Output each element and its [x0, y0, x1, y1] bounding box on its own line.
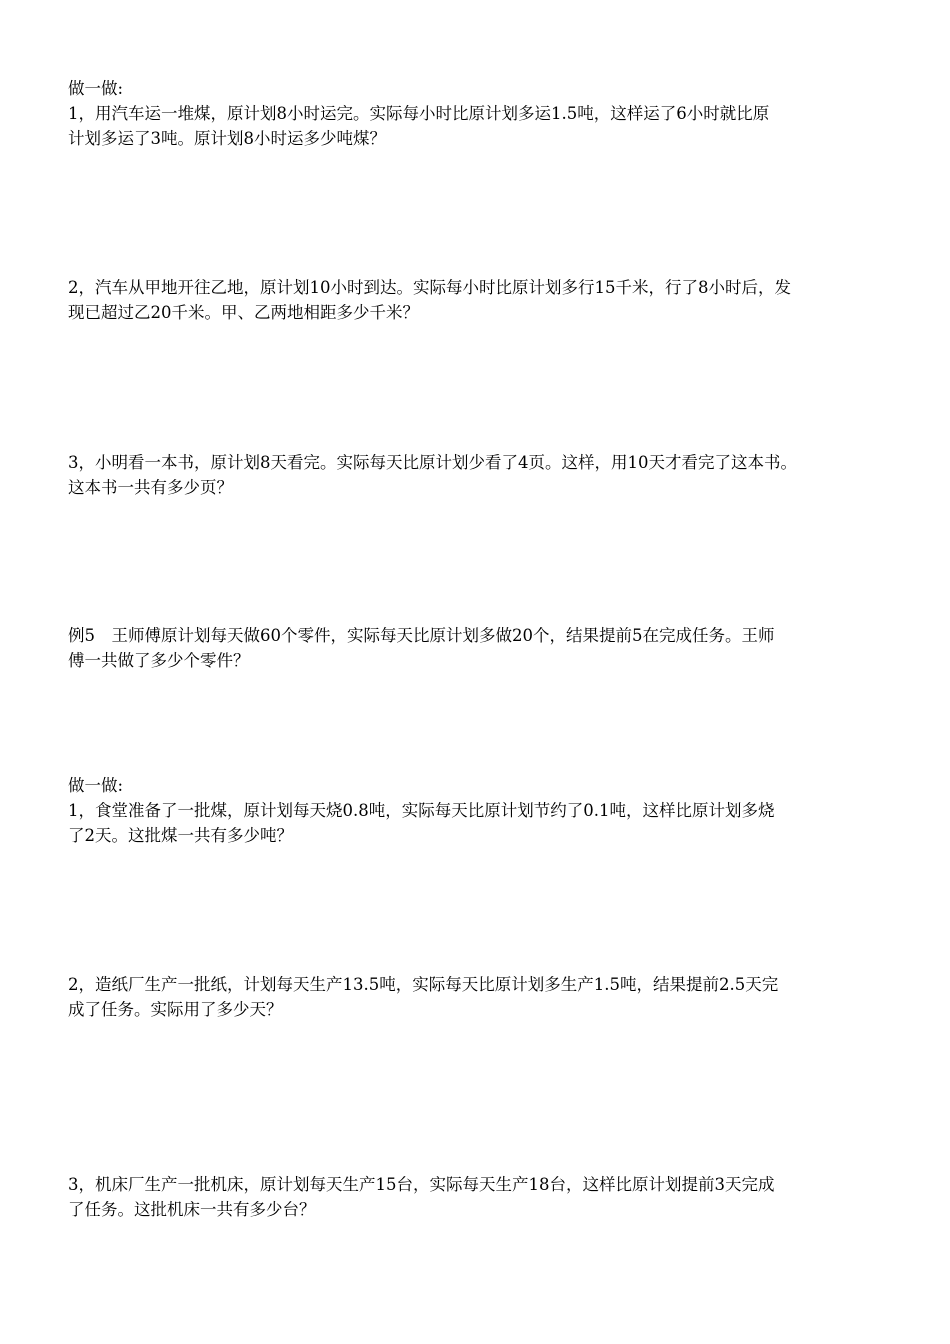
- problem-line: 计划多运了3吨。原计划8小时运多少吨煤？: [68, 129, 386, 148]
- heading-text: 做一做:: [68, 79, 124, 98]
- problem-line: 1，食堂准备了一批煤，原计划每天烧0.8吨，实际每天比原计划节约了0.1吨，这样比原计划多烧: [68, 801, 775, 820]
- problem-line: 了任务。这批机床一共有多少台？: [68, 1200, 316, 1219]
- problem-2-2: [68, 972, 888, 1022]
- example-5: [68, 623, 888, 673]
- example-line: 例5 王师傅原计划每天做60个零件，实际每天比原计划多做20个，结果提前5在完成任务。王师: [68, 626, 775, 645]
- problem-line: 成了任务。实际用了多少天？: [68, 1000, 283, 1019]
- problem-line: 3，机床厂生产一批机床，原计划每天生产15台，实际每天生产18台，这样比原计划提前3天完成: [68, 1175, 775, 1194]
- heading-text: 做一做:: [68, 776, 124, 795]
- problem-1-2: [68, 275, 888, 325]
- problem-1-3: [68, 450, 888, 500]
- example-line: 傅一共做了多少个零件？: [68, 651, 250, 670]
- problem-2-3: [68, 1172, 888, 1222]
- section-2-heading: [68, 773, 888, 798]
- problem-line: 了2天。这批煤一共有多少吨？: [68, 826, 293, 845]
- problem-line: 这本书一共有多少页？: [68, 478, 233, 497]
- problem-line: 1，用汽车运一堆煤，原计划8小时运完。实际每小时比原计划多运1.5吨，这样运了6小时就比原: [68, 104, 770, 123]
- problem-line: 2，造纸厂生产一批纸，计划每天生产13.5吨，实际每天比原计划多生产1.5吨，结果提前2.5天完: [68, 975, 779, 994]
- problem-line: 3，小明看一本书，原计划8天看完。实际每天比原计划少看了4页。这样，用10天才看完了这本书。: [68, 453, 797, 472]
- problem-line: 2，汽车从甲地开往乙地，原计划10小时到达。实际每小时比原计划多行15千米，行了8小时后，发: [68, 278, 791, 297]
- problem-2-1: [68, 798, 888, 848]
- problem-line: 现已超过乙20千米。甲、乙两地相距多少千米？: [68, 303, 419, 322]
- section-1-heading: [68, 76, 888, 101]
- problem-1-1: [68, 101, 888, 151]
